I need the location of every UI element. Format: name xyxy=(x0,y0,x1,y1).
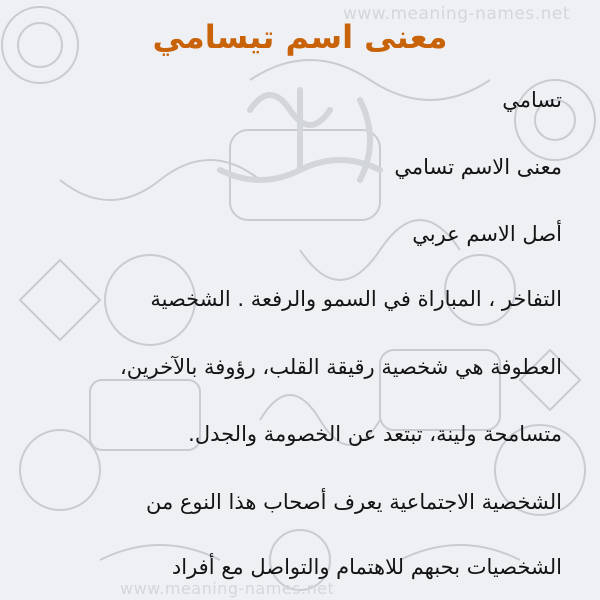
name-text: تسامي xyxy=(502,88,562,112)
description-line-2: العطوفة هي شخصية رقيقة القلب، رؤوفة بالآخرين، xyxy=(119,355,562,379)
watermark-bottom: www.meaning-names.net xyxy=(120,579,335,598)
description-line-5: الشخصيات بحبهم للاهتمام والتواصل مع أفراد xyxy=(171,555,562,579)
description-line-4: الشخصية الاجتماعية يعرف أصحاب هذا النوع من xyxy=(145,490,562,514)
origin-text: أصل الاسم عربي xyxy=(412,222,562,246)
description-line-1: التفاخر ، المباراة في السمو والرفعة . الشخصية xyxy=(150,287,562,311)
watermark-top: www.meaning-names.net xyxy=(342,4,570,24)
meaning-heading: معنى الاسم تسامي xyxy=(394,155,562,179)
page-title: معنى اسم تيسامي xyxy=(152,18,448,56)
description-line-3: متسامحة ولينة، تبتعد عن الخصومة والجدل. xyxy=(188,422,562,446)
